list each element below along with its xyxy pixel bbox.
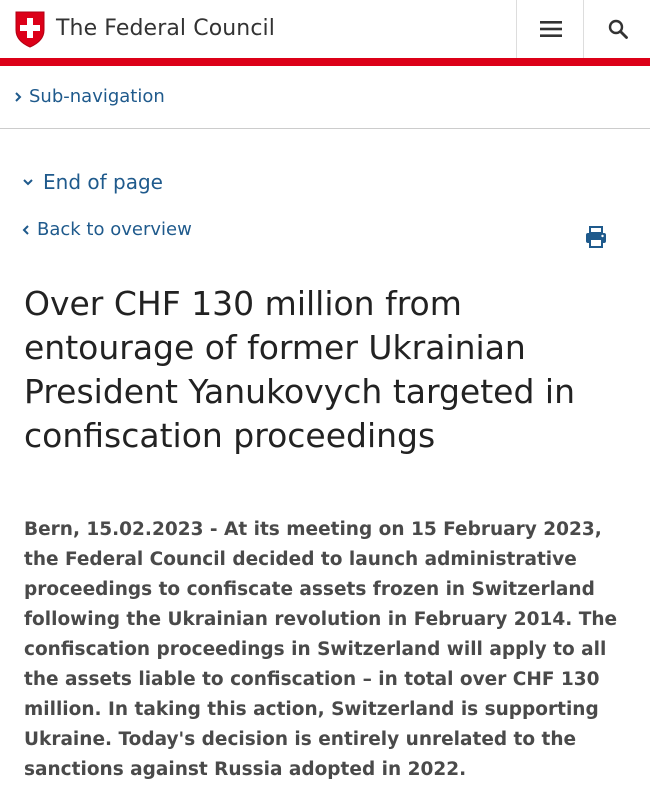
printer-icon[interactable] [584,225,608,249]
site-header [0,0,650,60]
article-lead: Bern, 15.02.2023 - At its meeting on 15 February 2023, the Federal Council decided to launch administrative proceedings to confiscate assets frozen in Switzerland following the Ukrainian revolution in February 2014. The confiscation proceedings in Switzerland will apply to all the assets liable to confiscation – in total over CHF 130 million. In taking this action, Switzerland is supporting Ukraine. Today's decision is entirely unrelated to the sanctions against Russia adopted in 2022. [24,519,618,780]
chevron-left-icon [22,224,30,236]
header-accent-bar [0,58,650,66]
back-to-overview-link[interactable] [22,219,192,240]
page-title: Over CHF 130 million from entourage of former Ukrainian President Yanukovych targeted in confiscation proceedings [24,284,575,455]
search-button[interactable] [583,0,650,58]
sub-navigation-toggle[interactable] [14,86,165,107]
hamburger-menu-icon [540,20,562,38]
end-of-page-label: End of page [43,170,163,194]
end-of-page-link[interactable] [22,170,163,194]
chevron-down-icon [22,178,34,186]
sub-navigation-bar [0,66,650,129]
back-to-overview-label: Back to overview [37,219,192,240]
swiss-shield-logo-icon[interactable] [14,10,46,48]
search-icon [608,19,628,39]
sub-navigation-label: Sub-navigation [29,86,165,107]
site-title[interactable]: The Federal Council [56,16,275,41]
menu-button[interactable] [516,0,584,58]
chevron-right-icon [14,91,22,103]
